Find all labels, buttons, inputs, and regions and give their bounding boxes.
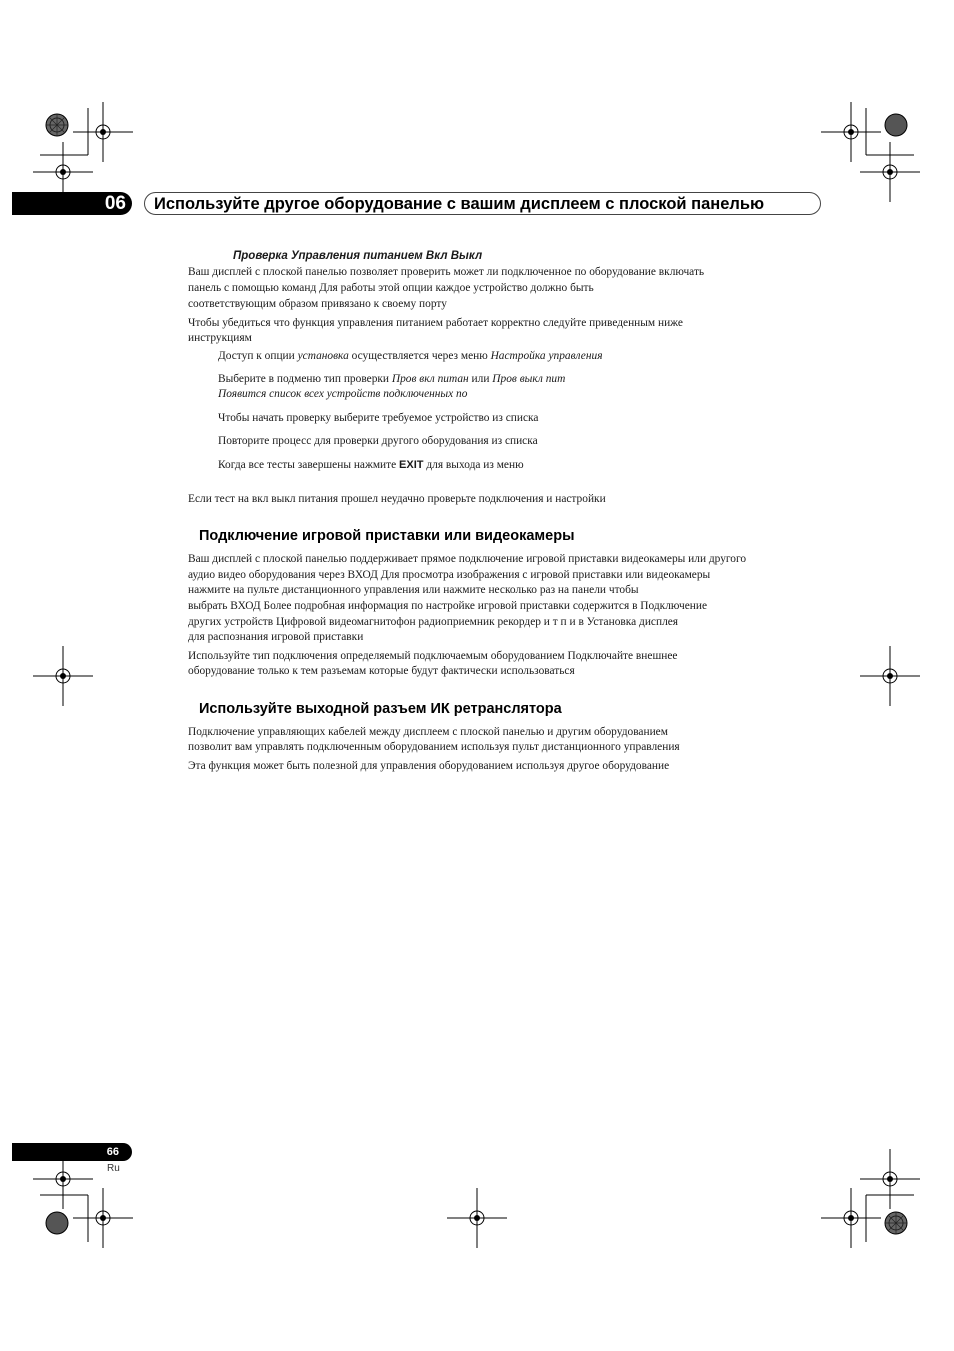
ir-repeater-heading: Используйте выходной разъем ИК ретранслятора	[199, 701, 562, 717]
chapter-title-box	[144, 192, 821, 215]
chapter-badge	[12, 192, 132, 215]
paragraph-line: Чтобы убедиться что функция управления питанием работает корректно следуйте приведенным ниже	[188, 317, 683, 329]
paragraph-line: Ваш дисплей с плоской панелью поддерживает прямое подключение игровой приставки видеокамеры или другого	[188, 553, 747, 565]
paragraph-line: аудио видео оборудования через ВХОД Для просмотра изображения с игровой приставки или видеокамеры	[188, 569, 711, 581]
paragraph-line: оборудование только к тем разъемам которые будут фактически использоваться	[188, 665, 575, 677]
paragraph-line: панель с помощью команд Для работы этой опции каждое устройство должно быть	[188, 282, 594, 294]
step-term: Пров выкл пит	[492, 373, 566, 385]
step-5	[218, 457, 524, 473]
paragraph-line: других устройств Цифровой видеомагнитофон радиоприемник рекордер и т п и в Установка дисплея	[188, 616, 679, 628]
paragraph-line: Ваш дисплей с плоской панелью позволяет проверить может ли подключенное по оборудование включать	[188, 266, 705, 278]
step-text: Когда все тесты завершены нажмите	[218, 459, 400, 471]
page-number: 66	[106, 1146, 119, 1158]
power-check-subheading: Проверка Управления питанием Вкл Выкл	[233, 250, 483, 262]
paragraph-line: соответствующим образом привязано к своему порту	[188, 298, 447, 310]
step-term: установка	[297, 350, 349, 362]
step-text: Выберите в подменю тип проверки	[218, 373, 392, 385]
step-term: Пров вкл питан	[391, 373, 469, 385]
step-text: для выхода из меню	[423, 459, 524, 471]
paragraph-line: Подключение управляющих кабелей между дисплеем с плоской панелью и другим оборудованием	[188, 726, 668, 738]
paragraph-line: позволит вам управлять подключенным оборудованием используя пульт дистанционного управления	[188, 741, 680, 753]
exit-key-label: EXIT	[399, 459, 424, 471]
paragraph-line: нажмите на пульте дистанционного управления или нажмите несколько раз на панели чтобы	[188, 584, 639, 596]
step-term: Настройка управления	[490, 350, 603, 362]
game-console-heading: Подключение игровой приставки или видеокамеры	[199, 528, 575, 544]
step-text: или	[468, 373, 493, 385]
step-3: Чтобы начать проверку выберите требуемое устройство из списка	[218, 412, 539, 424]
step-2	[218, 371, 565, 387]
step-2-note: Появится список всех устройств подключенных по	[218, 388, 468, 400]
paragraph-line: Используйте тип подключения определяемый подключаемым оборудованием Подключайте внешнее	[188, 650, 678, 662]
language-code: Ru	[107, 1163, 120, 1174]
step-text: Доступ к опции	[218, 350, 298, 362]
chapter-number: 06	[104, 193, 126, 214]
power-check-note: Если тест на вкл выкл питания прошел неудачно проверьте подключения и настройки	[188, 493, 606, 505]
step-4: Повторите процесс для проверки другого оборудования из списка	[218, 435, 538, 447]
page-number-badge	[12, 1143, 132, 1161]
paragraph-line: Эта функция может быть полезной для управления оборудованием используя другое оборудование	[188, 760, 670, 772]
step-text: осуществляется через меню	[348, 350, 491, 362]
chapter-title: Используйте другое оборудование с вашим дисплеем с плоской панелью	[154, 195, 765, 213]
paragraph-line: выбрать ВХОД Более подробная информация по настройке игровой приставки содержится в Подключение	[188, 600, 708, 612]
paragraph-line: для распознания игровой приставки	[188, 631, 364, 643]
step-1	[218, 348, 603, 364]
paragraph-line: инструкциям	[188, 332, 252, 344]
